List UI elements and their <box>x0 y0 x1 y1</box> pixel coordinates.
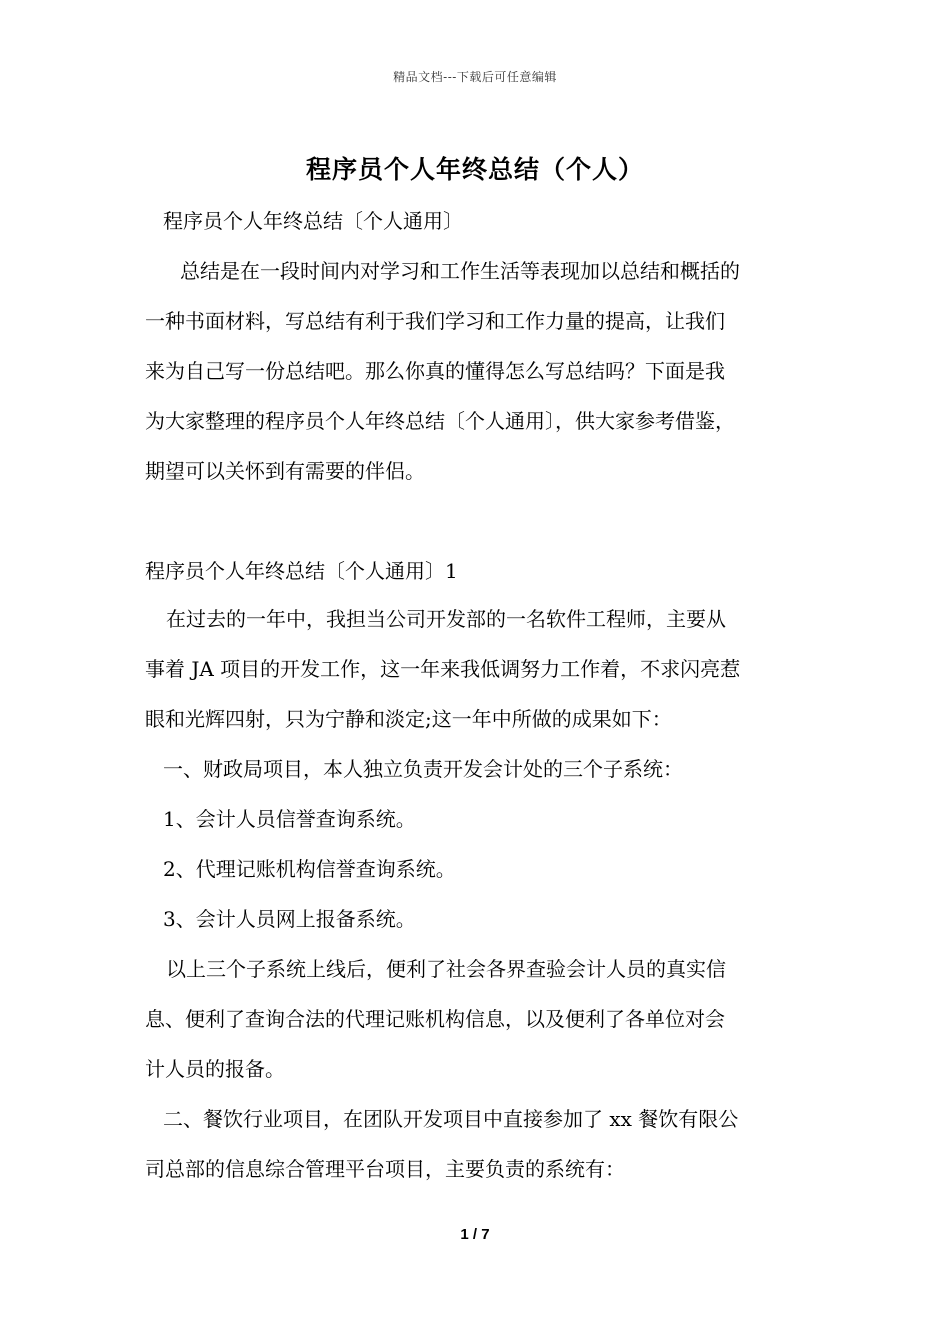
paragraph-line: 以上三个子系统上线后，便利了社会各界查验会计人员的真实信 <box>166 957 726 981</box>
list-item: 1、会计人员信誉查询系统。 <box>163 807 416 831</box>
paragraph-line: 司总部的信息综合管理平台项目，主要负责的系统有： <box>145 1157 625 1181</box>
paragraph-line: 在过去的一年中，我担当公司开发部的一名软件工程师，主要从 <box>166 607 726 631</box>
paragraph-line: 计人员的报备。 <box>145 1057 285 1081</box>
document-title: 程序员个人年终总结（个人） <box>305 155 644 184</box>
paragraph-line: 息、便利了查询合法的代理记账机构信息，以及便利了各单位对会 <box>145 1007 725 1031</box>
page-header: 精品文档---下载后可任意编辑 <box>393 70 557 84</box>
section-heading: 程序员个人年终总结〔个人通用〕1 <box>145 559 458 583</box>
paragraph-line: 期望可以关怀到有需要的伴侣。 <box>145 459 425 483</box>
list-heading: 一、财政局项目，本人独立负责开发会计处的三个子系统： <box>163 757 683 781</box>
paragraph-line: 来为自己写一份总结吧。那么你真的懂得怎么写总结吗？下面是我 <box>145 359 725 383</box>
paragraph-line: 一种书面材料，写总结有利于我们学习和工作力量的提高，让我们 <box>145 309 725 333</box>
paragraph-line: 事着 JA 项目的开发工作，这一年来我低调努力工作着，不求闪亮惹 <box>145 657 741 681</box>
paragraph-line: 总结是在一段时间内对学习和工作生活等表现加以总结和概括的 <box>180 259 740 283</box>
paragraph-line: 眼和光辉四射，只为宁静和淡定;这一年中所做的成果如下： <box>145 707 672 731</box>
subtitle: 程序员个人年终总结〔个人通用〕 <box>163 209 463 233</box>
list-item: 2、代理记账机构信誉查询系统。 <box>163 857 456 881</box>
paragraph-line: 二、餐饮行业项目，在团队开发项目中直接参加了 xx 餐饮有限公 <box>163 1107 739 1131</box>
paragraph-line: 为大家整理的程序员个人年终总结〔个人通用〕，供大家参考借鉴， <box>145 409 735 433</box>
list-item: 3、会计人员网上报备系统。 <box>163 907 416 931</box>
page-number: 1 / 7 <box>460 1226 490 1243</box>
